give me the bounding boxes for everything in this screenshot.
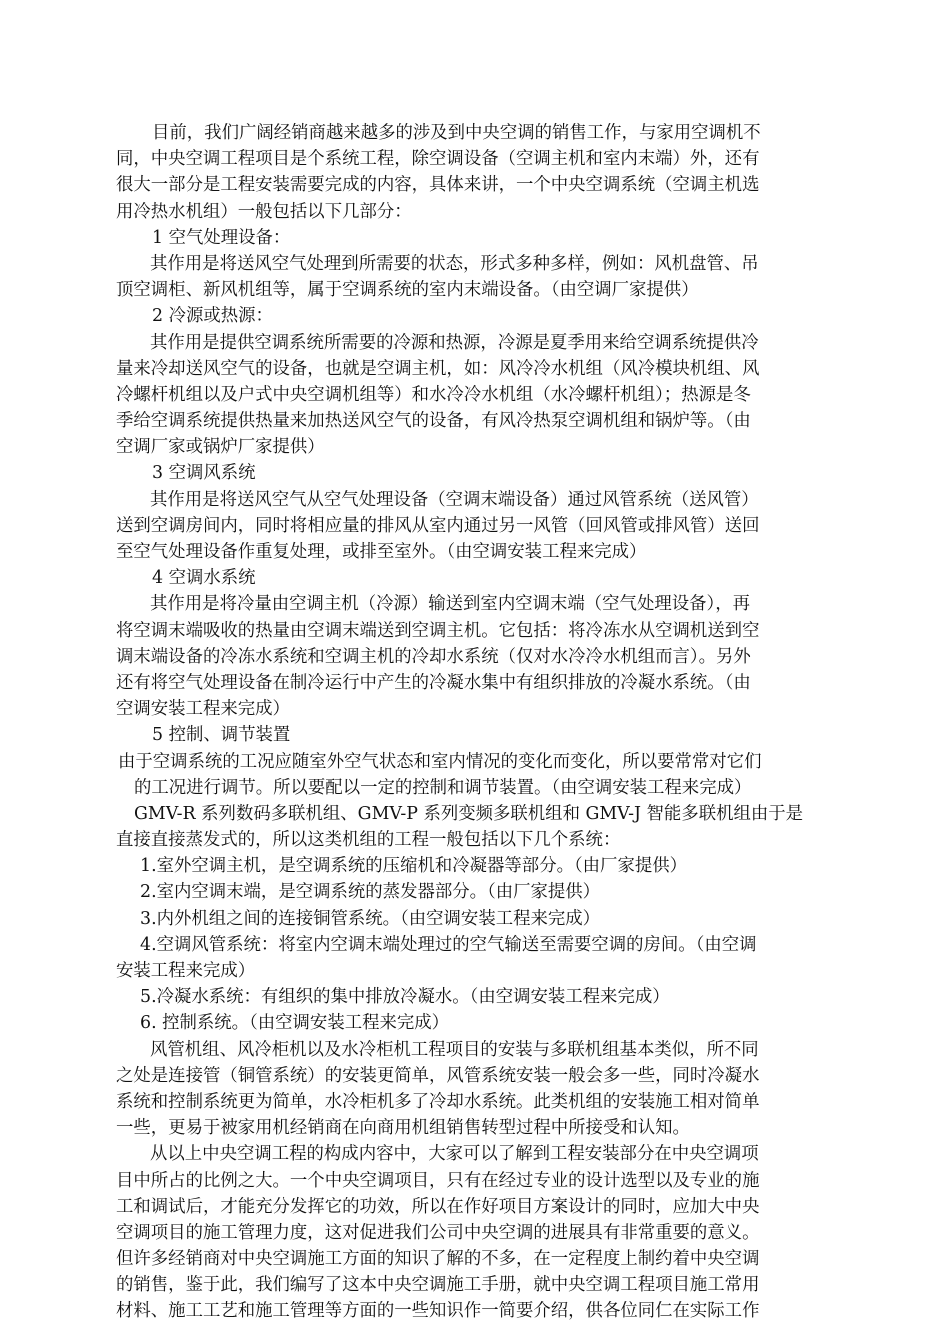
text-line: 将空调末端吸收的热量由空调末端送到空调主机。它包括：将冷冻水从空调机送到空 <box>116 620 760 641</box>
text-line: 工和调试后，才能充分发挥它的功效，所以在作好项目方案设计的同时，应加大中央 <box>116 1196 760 1217</box>
text-line: 其作用是将冷量由空调主机（冷源）输送到室内空调末端（空气处理设备），再 <box>150 594 750 615</box>
text-line: 之处是连接管（铜管系统）的安装更简单，风管系统安装一般会多一些，同时冷凝水 <box>116 1065 760 1086</box>
section-heading: 4 空调水系统 <box>152 568 256 589</box>
text-line: GMV-R 系列数码多联机组、GMV-P 系列变频多联机组和 GMV-J 智能多联机组由于是 <box>134 803 804 824</box>
text-line: 一些，更易于被家用机经销商在向商用机组销售转型过程中所接受和认知。 <box>116 1118 690 1139</box>
text-line: 材料、施工工艺和施工管理等方面的一些知识作一简要介绍，供各位同仁在实际工作 <box>116 1301 760 1322</box>
list-item: 6. 控制系统。（由空调安装工程来完成） <box>140 1013 450 1034</box>
text-line: 其作用是将送风空气处理到所需要的状态，形式多种多样，例如：风机盘管、吊 <box>150 253 759 274</box>
text-line: 很大一部分是工程安装需要完成的内容，具体来讲，一个中央空调系统（空调主机选 <box>116 175 760 196</box>
body-text <box>116 120 836 1325</box>
list-item: 2.室内空调末端，是空调系统的蒸发器部分。（由厂家提供） <box>140 882 601 903</box>
text-line: 量来冷却送风空气的设备，也就是空调主机，如：风冷冷水机组（风冷模块机组、风 <box>116 358 760 379</box>
text-line: 同，中央空调工程项目是个系统工程，除空调设备（空调主机和室内末端）外，还有 <box>116 149 760 170</box>
text-line: 的销售，鉴于此，我们编写了这本中央空调施工手册，就中央空调工程项目施工常用 <box>116 1275 760 1296</box>
text-line: 其作用是提供空调系统所需要的冷源和热源，冷源是夏季用来给空调系统提供冷 <box>150 332 759 353</box>
text-line: 系统和控制系统更为简单，水冷柜机多了冷却水系统。此类机组的安装施工相对简单 <box>116 1091 760 1112</box>
section-heading: 2 冷源或热源： <box>152 306 273 327</box>
text-line: 但许多经销商对中央空调施工方面的知识了解的不多，在一定程度上制约着中央空调 <box>116 1249 760 1270</box>
text-line: 目前，我们广阔经销商越来越多的涉及到中央空调的销售工作，与家用空调机不 <box>152 123 761 143</box>
list-item: 5.冷凝水系统：有组织的集中排放冷凝水。（由空调安装工程来完成） <box>140 987 670 1008</box>
text-line: 的工况进行调节。所以要配以一定的控制和调节装置。（由空调安装工程来完成） <box>134 777 752 798</box>
section-heading: 5 控制、调节装置 <box>152 725 291 746</box>
list-item: 3.内外机组之间的连接铜管系统。（由空调安装工程来完成） <box>140 908 601 929</box>
text-line: 送到空调房间内，同时将相应量的排风从室内通过另一风管（回风管或排风管）送回 <box>116 515 760 536</box>
text-line: 从以上中央空调工程的构成内容中，大家可以了解到工程安装部分在中央空调项 <box>150 1144 759 1165</box>
text-line: 目中所占的比例之大。一个中央空调项目，只有在经过专业的设计选型以及专业的施 <box>116 1170 760 1191</box>
list-item: 1.室外空调主机，是空调系统的压缩机和冷凝器等部分。（由厂家提供） <box>140 856 688 877</box>
text-line: 其作用是将送风空气从空气处理设备（空调末端设备）通过风管系统（送风管） <box>150 489 759 510</box>
text-line: 至空气处理设备作重复处理，或排至室外。（由空调安装工程来完成） <box>116 542 647 562</box>
text-line: 直接直接蒸发式的，所以这类机组的工程一般包括以下几个系统： <box>116 830 621 851</box>
text-line: 空调安装工程来完成） <box>116 699 290 720</box>
text-line: 调末端设备的冷冻水系统和空调主机的冷却水系统（仅对水冷冷水机组而言）。另外 <box>116 646 751 667</box>
section-heading: 3 空调风系统 <box>152 463 256 484</box>
list-item: 4.空调风管系统：将室内空调末端处理过的空气输送至需要空调的房间。（由空调 <box>140 934 757 955</box>
text-line: 用冷热水机组）一般包括以下几部分： <box>116 201 412 222</box>
text-line: 风管机组、风冷柜机以及水冷柜机工程项目的安装与多联机组基本类似，所不同 <box>150 1039 759 1060</box>
text-line: 季给空调系统提供热量来加热送风空气的设备，有风冷热泵空调机组和锅炉等。（由 <box>116 411 751 432</box>
text-line: 安装工程来完成） <box>116 961 256 981</box>
text-line: 由于空调系统的工况应随室外空气状态和室内情况的变化而变化，所以要常常对它们 <box>118 751 762 772</box>
text-line: 还有将空气处理设备在制冷运行中产生的冷凝水集中有组织排放的冷凝水系统。（由 <box>116 672 751 693</box>
text-line: 空调项目的施工管理力度，这对促进我们公司中央空调的进展具有非常重要的意义。 <box>116 1222 760 1243</box>
text-line: 空调厂家或锅炉厂家提供） <box>116 437 325 458</box>
text-line: 顶空调柜、新风机组等，属于空调系统的室内末端设备。（由空调厂家提供） <box>116 280 699 301</box>
section-heading: 1 空气处理设备： <box>152 227 291 248</box>
text-line: 冷螺杆机组以及户式中央空调机组等）和水冷冷水机组（水冷螺杆机组）；热源是冬 <box>116 384 751 405</box>
